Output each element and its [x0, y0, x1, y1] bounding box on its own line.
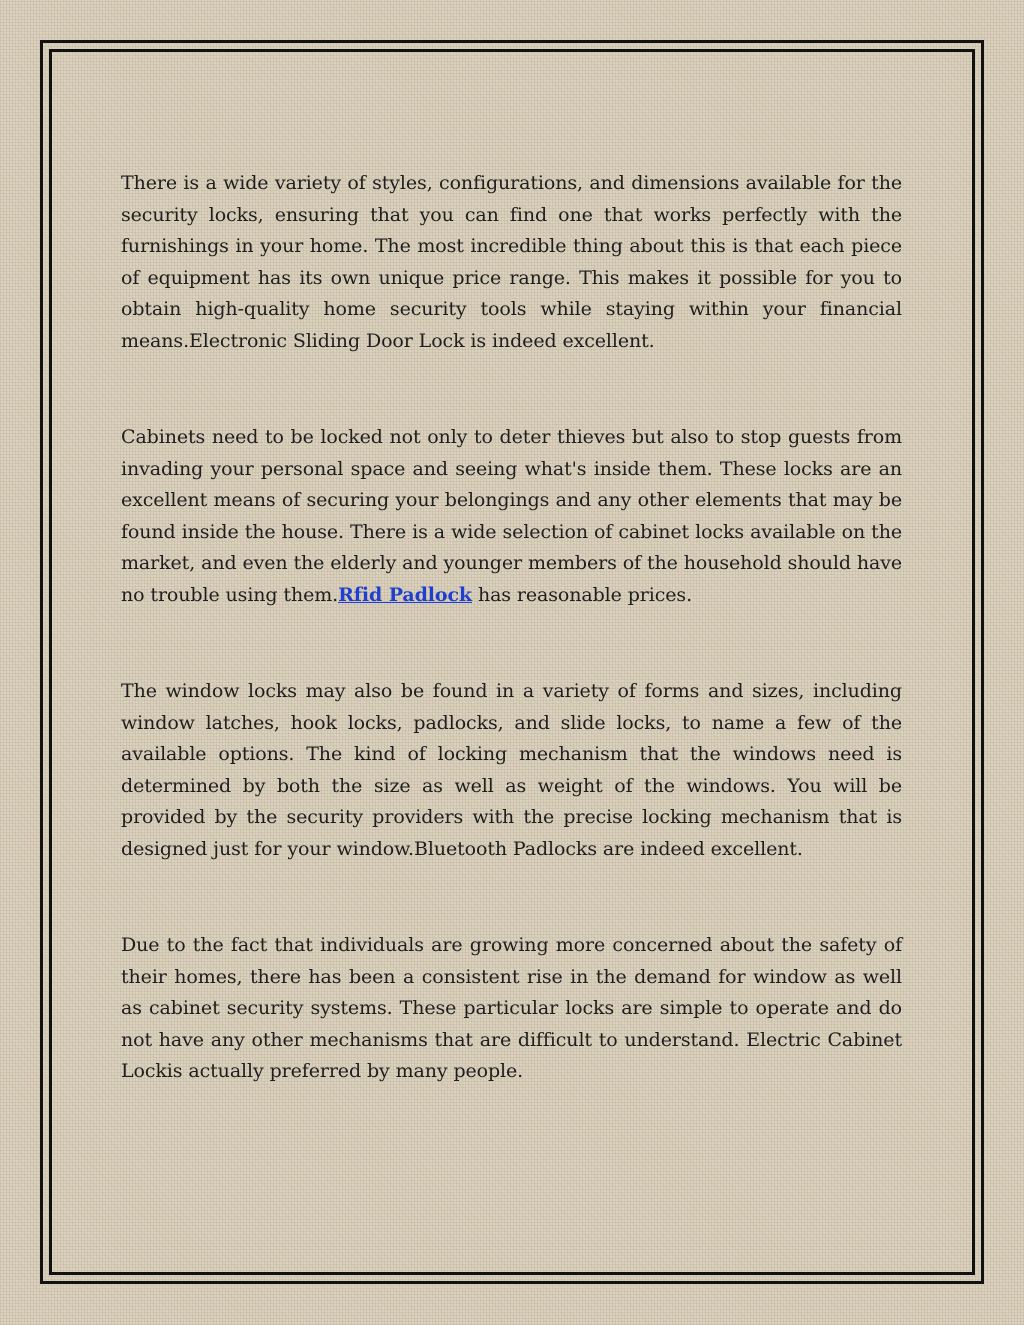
- paragraph-1: There is a wide variety of styles, configurations, and dimensions available for the security locks, ensuring that you can find one that works perfectly with the furnishings in your home. The most incredible thing about this is that each piece of equipment has its own unique price range. This makes it possible for you to obtain high-quality home security tools while staying within your financial means.Electronic Sliding Door Lock is indeed excellent.: [121, 172, 902, 352]
- paragraph-4: Due to the fact that individuals are growing more concerned about the safety of their homes, there has been a consistent rise in the demand for window as well as cabinet security systems. These particular locks are simple to operate and do not have any other mechanisms that are difficult to understand. Electric Cabinet Lockis actually preferred by many people.: [121, 934, 902, 1082]
- paragraph-2: [121, 422, 902, 611]
- paragraph-2-text-after: has reasonable prices.: [472, 583, 693, 606]
- paragraph-3: The window locks may also be found in a variety of forms and sizes, including window latches, hook locks, padlocks, and slide locks, to name a few of the available options. The kind of locking mechanism that the windows need is determined by both the size as well as weight of the windows. You will be provided by the security providers with the precise locking mechanism that is designed just for your window.Bluetooth Padlocks are indeed excellent.: [121, 680, 902, 860]
- paragraph-2-text-before: Cabinets need to be locked not only to deter thieves but also to stop guests from invading your personal space and seeing what's inside them. These locks are an excellent means of securing your belongings and any other elements that may be found inside the house. There is a wide selection of cabinet locks available on the market, and even the elderly and younger members of the household should have no trouble using them.: [121, 426, 902, 606]
- document-body: [121, 168, 902, 1153]
- rfid-padlock-link[interactable]: Rfid Padlock: [338, 583, 472, 606]
